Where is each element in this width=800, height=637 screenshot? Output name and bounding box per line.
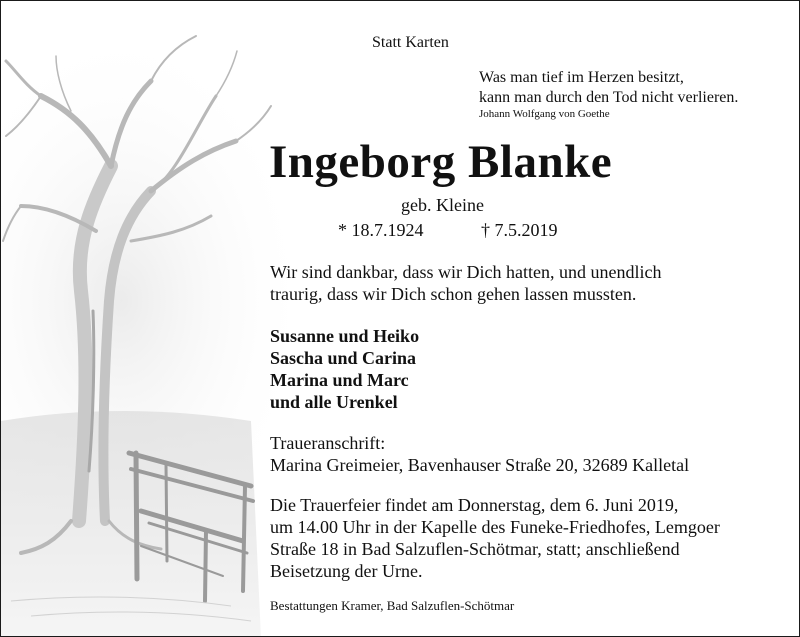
statt-karten-note: Statt Karten (372, 34, 449, 51)
death-date: † 7.5.2019 (481, 220, 558, 240)
service-line: Straße 18 in Bad Salzuflen-Schötmar, statt; anschließend (270, 539, 680, 559)
family-line: Susanne und Heiko (270, 326, 420, 346)
address-label: Traueranschrift: (270, 433, 386, 453)
quote-line: Was man tief im Herzen besitzt, (479, 69, 684, 86)
mourning-address (270, 432, 689, 476)
message-line: Wir sind dankbar, dass wir Dich hatten, und unendlich (270, 262, 662, 282)
service-line: Beisetzung der Urne. (270, 561, 423, 581)
family-line: Marina und Marc (270, 370, 409, 390)
memorial-quote (479, 68, 738, 108)
birth-date: * 18.7.1924 (338, 220, 424, 240)
maiden-name: geb. Kleine (401, 195, 484, 215)
quote-line: kann man durch den Tod nicht verlieren. (479, 89, 739, 106)
deceased-name: Ingeborg Blanke (269, 136, 613, 188)
message-line: traurig, dass wir Dich schon gehen lassen mussten. (270, 284, 637, 304)
funeral-service-info (270, 494, 720, 582)
undertaker-credit: Bestattungen Kramer, Bad Salzuflen-Schötmar (270, 598, 515, 613)
family-line: und alle Urenkel (270, 392, 398, 412)
service-line: um 14.00 Uhr in der Kapelle des Funeke-Friedhofes, Lemgoer (270, 517, 720, 537)
family-list (270, 325, 419, 413)
condolence-message (270, 261, 661, 305)
address-value: Marina Greimeier, Bavenhauser Straße 20, 32689 Kalletal (270, 455, 690, 475)
family-line: Sascha und Carina (270, 348, 417, 368)
service-line: Die Trauerfeier findet am Donnerstag, dem 6. Juni 2019, (270, 495, 679, 515)
quote-author: Johann Wolfgang von Goethe (479, 108, 610, 120)
